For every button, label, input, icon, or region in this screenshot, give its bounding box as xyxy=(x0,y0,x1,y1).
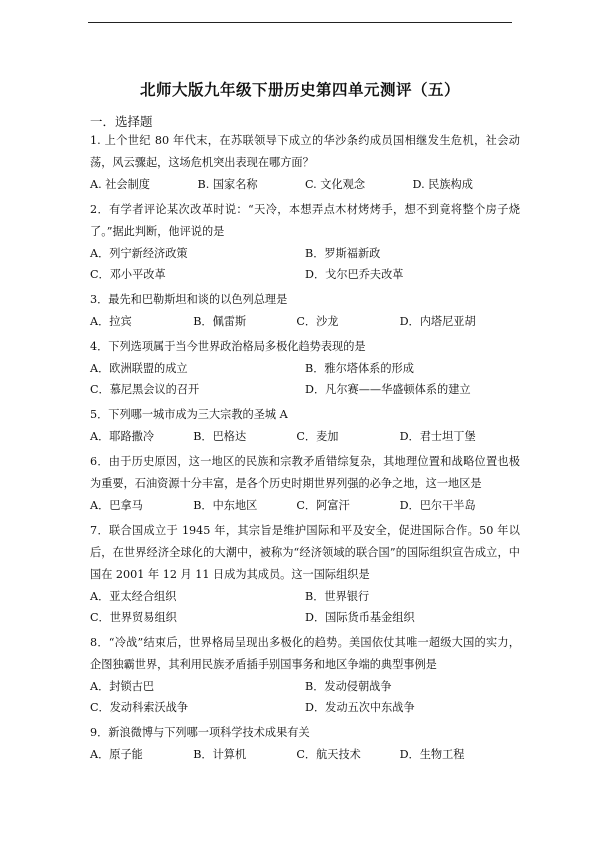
question-8 xyxy=(90,632,520,718)
option-c: C. 文化观念 xyxy=(305,178,366,191)
option-a: A．巴拿马 xyxy=(90,499,143,512)
option-b: B. 国家名称 xyxy=(197,178,258,191)
option-d: D．戈尔巴乔夫改革 xyxy=(305,268,404,281)
question-list xyxy=(90,130,520,769)
option-d: D. 民族构成 xyxy=(412,178,473,191)
option-a: A．原子能 xyxy=(90,748,143,761)
question-stem: 4．下列选项属于当今世界政治格局多极化趋势表现的是 xyxy=(90,340,366,353)
option-list xyxy=(90,495,520,516)
option-a: A．封锁古巴 xyxy=(90,680,155,693)
option-d: D．内塔尼亚胡 xyxy=(399,315,476,328)
question-stem: 6．由于历史原因，这一地区的民族和宗教矛盾错综复杂，其地理位置和战略位置也极为重要，石油资源十分丰富，是各个历史时期世界列强的必争之地，这一地区是 xyxy=(90,455,520,490)
question-3 xyxy=(90,289,520,332)
option-b: B．中东地区 xyxy=(193,499,258,512)
option-a: A．耶路撒冷 xyxy=(90,430,155,443)
question-9 xyxy=(90,722,520,765)
option-a: A．列宁新经济政策 xyxy=(90,247,188,260)
header-rule xyxy=(88,22,512,23)
option-a: A．欧洲联盟的成立 xyxy=(90,362,188,375)
option-a: A. 社会制度 xyxy=(90,178,150,191)
option-c: C．航天技术 xyxy=(296,748,361,761)
option-d: D．巴尔干半岛 xyxy=(399,499,476,512)
question-stem: 3．最先和巴勒斯坦和谈的以色列总理是 xyxy=(90,293,288,306)
question-7 xyxy=(90,520,520,628)
option-b: B．计算机 xyxy=(193,748,247,761)
option-c: C．慕尼黑会议的召开 xyxy=(90,383,200,396)
option-b: B．世界银行 xyxy=(305,590,370,603)
question-stem: 2．有学者评论某次改革时说：“天冷，本想弄点木材烤烤手，想不到竟将整个房子烧了。”据此判断，他评说的是 xyxy=(90,203,520,238)
option-list xyxy=(90,174,520,195)
option-list xyxy=(90,426,520,447)
option-list xyxy=(90,744,520,765)
option-b: B．佩雷斯 xyxy=(193,315,247,328)
question-stem: 5．下列哪一城市成为三大宗教的圣城 A xyxy=(90,408,288,421)
option-b: B．发动侵朝战争 xyxy=(305,680,392,693)
option-list xyxy=(90,358,520,400)
option-b: B．罗斯福新政 xyxy=(305,247,381,260)
option-a: A．亚太经合组织 xyxy=(90,590,177,603)
question-5 xyxy=(90,404,520,447)
option-list xyxy=(90,586,520,628)
option-c: C．阿富汗 xyxy=(296,499,350,512)
option-list xyxy=(90,311,520,332)
option-d: D．发动五次中东战争 xyxy=(305,701,415,714)
option-d: D．君士坦丁堡 xyxy=(399,430,476,443)
option-d: D．国际货币基金组织 xyxy=(305,611,415,624)
question-4 xyxy=(90,336,520,400)
option-c: C．世界贸易组织 xyxy=(90,611,177,624)
option-a: A．拉宾 xyxy=(90,315,132,328)
option-c: C．沙龙 xyxy=(296,315,339,328)
question-stem: 9．新浪微博与下列哪一项科学技术成果有关 xyxy=(90,726,310,739)
question-6 xyxy=(90,451,520,516)
option-b: B．巴格达 xyxy=(193,430,247,443)
option-list xyxy=(90,676,520,718)
option-list xyxy=(90,243,520,285)
option-c: C．邓小平改革 xyxy=(90,268,166,281)
option-c: C．麦加 xyxy=(296,430,339,443)
option-d: D．生物工程 xyxy=(399,748,465,761)
question-1 xyxy=(90,130,520,195)
option-c: C．发动科索沃战争 xyxy=(90,701,189,714)
option-b: B．雅尔塔体系的形成 xyxy=(305,362,414,375)
question-stem: 7．联合国成立于 1945 年，其宗旨是维护国际和平及安全，促进国际合作。50 年以后，在世界经济全球化的大潮中，被称为“经济领域的联合国”的国际组织宣告成立，中国在 2001 年 12 月 11 日成为其成员。这一国际组织是 xyxy=(90,524,520,581)
question-stem: 1. 上个世纪 80 年代末，在苏联领导下成立的华沙条约成员国相继发生危机，社会动荡，风云骤起，这场危机突出表现在哪方面？ xyxy=(90,134,520,169)
page-title: 北师大版九年级下册历史第四单元测评（五） xyxy=(139,80,460,99)
section-heading: 一．选择题 xyxy=(90,114,153,129)
question-2 xyxy=(90,199,520,285)
option-d: D．凡尔赛——华盛顿体系的建立 xyxy=(305,383,471,396)
question-stem: 8．“冷战”结束后，世界格局呈现出多极化的趋势。美国依仗其唯一超级大国的实力，企图独霸世界，其利用民族矛盾插手别国事务和地区争端的典型事例是 xyxy=(90,636,520,671)
